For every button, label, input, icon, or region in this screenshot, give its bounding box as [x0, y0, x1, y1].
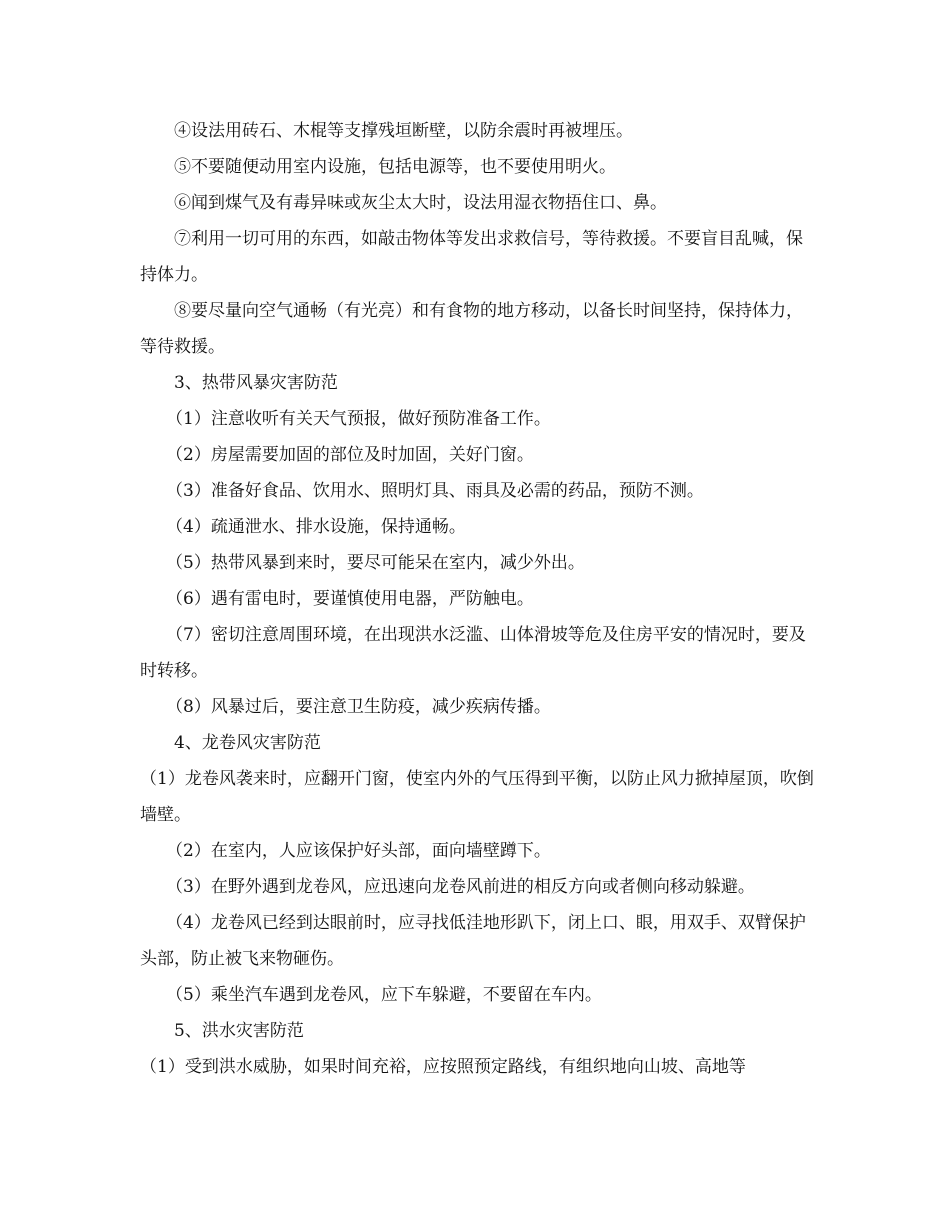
list-item-storm-4: （4）疏通泄水、排水设施，保持通畅。	[166, 517, 466, 537]
list-item-storm-3: （3）准备好食品、饮用水、照明灯具、雨具及必需的药品，预防不测。	[166, 481, 704, 501]
list-item-storm-1: （1）注意收听有关天气预报，做好预防准备工作。	[166, 409, 551, 429]
list-item-storm-2: （2）房屋需要加固的部位及时加固，关好门窗。	[166, 445, 534, 465]
list-item-storm-7: （7）密切注意周围环境，在出现洪水泛滥、山体滑坡等危及住房平安的情况时，要及时转移。	[140, 625, 806, 681]
list-item-tornado-4: （4）龙卷风已经到达眼前时，应寻找低洼地形趴下，闭上口、眼，用双手、双臂保护头部，防止被飞来物砸伤。	[140, 913, 806, 969]
list-item-tornado-3: （3）在野外遇到龙卷风，应迅速向龙卷风前进的相反方向或者侧向移动躲避。	[166, 877, 755, 897]
list-item-flood-1: （1）受到洪水威胁，如果时间充裕，应按照预定路线，有组织地向山坡、高地等	[140, 1057, 746, 1077]
section-heading-tornado: 4、龙卷风灾害防范	[174, 733, 321, 753]
paragraph-no-fire: ⑤不要随便动用室内设施，包括电源等，也不要使用明火。	[174, 157, 616, 177]
paragraph-move-to-air: ⑧要尽量向空气通畅（有光亮）和有食物的地方移动，以备长时间坚持，保持体力，等待救援。	[140, 301, 803, 357]
section-heading-tropical-storm: 3、热带风暴灾害防范	[174, 373, 338, 393]
paragraph-cover-mouth: ⑥闻到煤气及有毒异味或灰尘太大时，设法用湿衣物捂住口、鼻。	[174, 193, 667, 213]
list-item-tornado-5: （5）乘坐汽车遇到龙卷风，应下车躲避，不要留在车内。	[166, 985, 602, 1005]
document-body	[140, 113, 816, 1085]
list-item-storm-5: （5）热带风暴到来时，要尽可能呆在室内，减少外出。	[166, 553, 585, 573]
paragraph-aftershock-support: ④设法用砖石、木棍等支撑残垣断壁，以防余震时再被埋压。	[174, 121, 633, 141]
section-heading-flood: 5、洪水灾害防范	[174, 1021, 304, 1041]
list-item-storm-6: （6）遇有雷电时，要谨慎使用电器，严防触电。	[166, 589, 534, 609]
list-item-tornado-2: （2）在室内，人应该保护好头部，面向墙壁蹲下。	[166, 841, 551, 861]
paragraph-rescue-signal: ⑦利用一切可用的东西，如敲击物体等发出求救信号，等待救援。不要盲目乱喊，保持体力。	[140, 229, 803, 285]
list-item-tornado-1: （1）龙卷风袭来时，应翻开门窗，使室内外的气压得到平衡，以防止风力掀掉屋顶，吹倒墙壁。	[140, 769, 814, 825]
list-item-storm-8: （8）风暴过后，要注意卫生防疫，减少疾病传播。	[166, 697, 551, 717]
